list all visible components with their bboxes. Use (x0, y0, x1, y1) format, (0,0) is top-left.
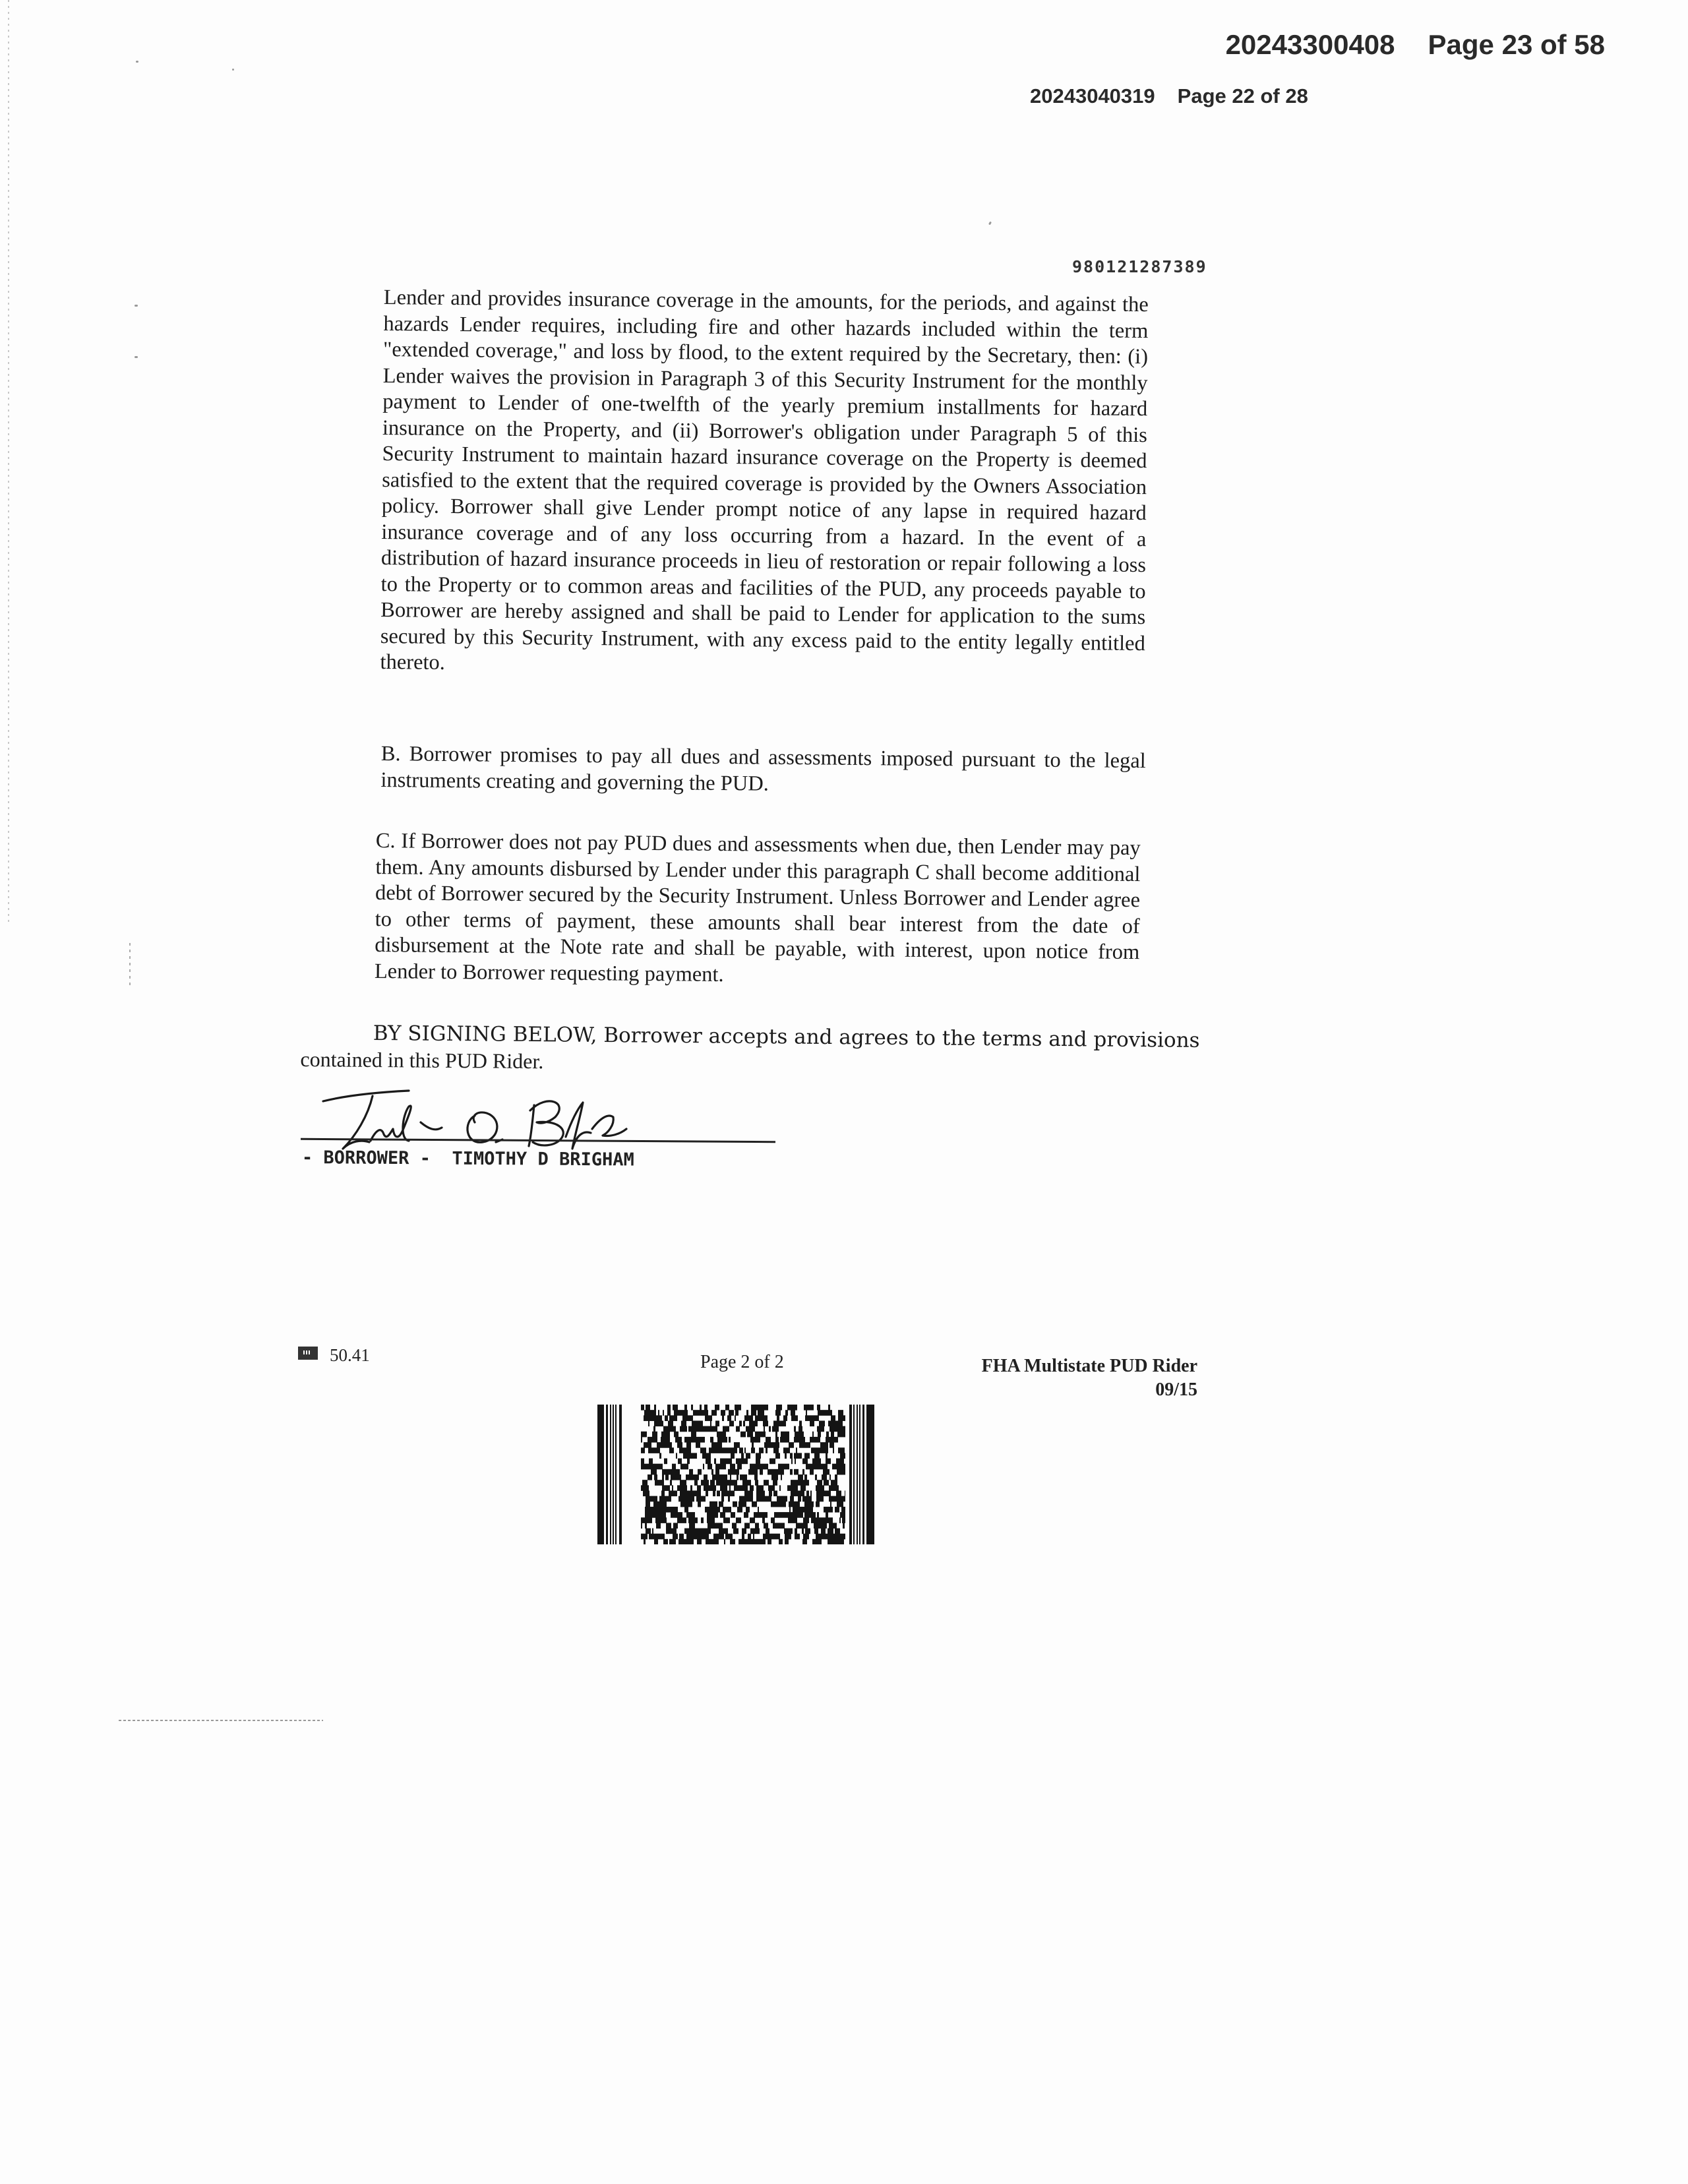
borrower-name-label: - BORROWER - TIMOTHY D BRIGHAM (301, 1147, 634, 1170)
recording-number: 20243300408 (1225, 29, 1395, 60)
page-number: Page 2 of 2 (700, 1352, 784, 1372)
scan-speck (135, 356, 138, 358)
paragraph-b: B. Borrower promises to pay all dues and assessments imposed pursuant to the legal instruments creating and governing the PUD. (380, 742, 1146, 796)
scan-edge-artifact (129, 943, 131, 989)
prior-recording-number: 20243040319 (1030, 84, 1155, 107)
scan-edge-artifact (8, 0, 9, 923)
scan-dotted-line (119, 1720, 323, 1721)
scan-speck (136, 61, 138, 63)
form-code-number: 50.41 (330, 1345, 370, 1365)
signing-line-1: BY SIGNING BELOW, Borrower accepts and agrees to the terms and provisions (373, 1021, 1200, 1052)
loan-number: 980121287389 (1072, 257, 1207, 276)
pdf417-barcode (597, 1405, 890, 1544)
scan-speck (988, 222, 992, 226)
form-title: FHA Multistate PUD Rider (981, 1356, 1197, 1376)
form-code (298, 1345, 370, 1366)
prior-recording-header (1030, 84, 1308, 108)
form-name (955, 1354, 1197, 1402)
signing-statement (300, 1019, 1211, 1081)
recording-header (1226, 29, 1605, 61)
prior-recording-page: Page 22 of 28 (1177, 84, 1308, 107)
borrower-signature (310, 1076, 785, 1155)
recording-page: Page 23 of 58 (1428, 29, 1605, 60)
paragraph-c: C. If Borrower does not pay PUD dues and assessments when due, then Lender may pay them. Any amounts disbursed by Lender under this paragraph C shall become additional debt of Borrower secured by the Security Instrument. Unless Borrower and Lender agree to other terms of payment, these amounts shall bear interest from the date of disbursement at the Note rate and shall be payable, with interest, upon notice from Lender to Borrower requesting payment. (374, 829, 1141, 986)
form-date: 09/15 (1155, 1380, 1197, 1400)
form-logo-icon (298, 1347, 318, 1360)
scan-speck (232, 69, 234, 71)
paragraph-a-continuation: Lender and provides insurance coverage in the amounts, for the periods, and against the hazards Lender requires, including fire and other hazards included within the term "extended coverage," and loss by flood, to the extent required by the Secretary, then: (i) Lender waives the provision in Paragraph 3 of this Security Instrument for the monthly payment to Lender of one-twelfth of the yearly premium installments for hazard insurance on the Property, and (ii) Borrower's obligation under Paragraph 5 of this Security Instrument to maintain hazard insurance coverage on the Property is deemed satisfied to the extent that the required coverage is provided by the Owners Association policy. Borrower shall give Lender prompt notice of any lapse in required hazard insurance coverage and of any loss occurring from a hazard. In the event of a distribution of hazard insurance proceeds in lieu of restoration or repair following a loss to the Property or to common areas and facilities of the PUD, any proceeds payable to Borrower are hereby assigned and shall be paid to Lender for application to the sums secured by this Security Instrument, with any excess paid to the entity legally entitled thereto. (380, 285, 1149, 675)
scan-speck (135, 305, 138, 307)
signing-line-2: contained in this PUD Rider. (300, 1046, 544, 1074)
